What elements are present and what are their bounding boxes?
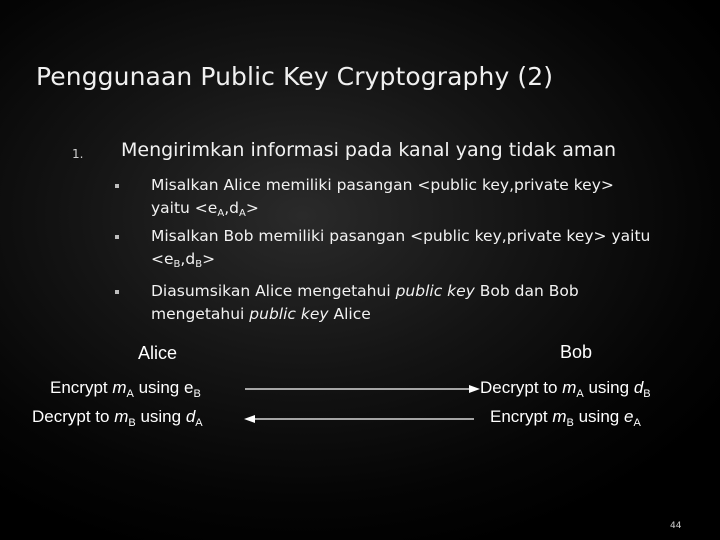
subscript: B <box>195 259 203 270</box>
text-part: Decrypt to <box>480 378 563 397</box>
list-number: 1. <box>72 147 84 161</box>
text-part: > <box>245 199 259 217</box>
text-part: Bob dan Bob <box>474 282 579 300</box>
sub-bullet-1-line-1: Misalkan Alice memiliki pasangan <public key,private key> <box>151 176 614 194</box>
text-part: using <box>135 407 186 426</box>
subscript: B <box>128 417 136 429</box>
text-part: Encrypt <box>490 407 553 426</box>
text-part: using <box>583 378 634 397</box>
alice-label: Alice <box>138 343 178 363</box>
main-bullet-text: Mengirimkan informasi pada kanal yang tidak aman <box>121 139 617 161</box>
math-var: m <box>562 378 577 397</box>
subscript: A <box>238 208 246 219</box>
text-part: ,d <box>180 250 196 268</box>
math-var: m <box>552 407 567 426</box>
arrow-left <box>244 415 474 423</box>
math-var: m <box>112 378 127 397</box>
math-var: d <box>185 407 196 426</box>
subscript: A <box>576 388 584 400</box>
text-part: > <box>202 250 216 268</box>
text-part: Alice <box>328 305 371 323</box>
text-part: Encrypt <box>50 378 113 397</box>
subscript: B <box>193 388 201 400</box>
subscript: A <box>633 417 641 429</box>
text-part: mengetahui <box>151 305 250 323</box>
emphasis: public key <box>395 282 475 300</box>
sub-bullet-2-line-1: Misalkan Bob memiliki pasangan <public key,private key> yaitu <box>151 227 651 245</box>
subscript: A <box>195 417 203 429</box>
bob-label: Bob <box>560 342 593 362</box>
subscript: B <box>643 388 651 400</box>
emphasis: public key <box>249 305 329 323</box>
math-var: m <box>114 407 129 426</box>
text-part: Diasumsikan Alice mengetahui <box>151 282 396 300</box>
text-part: Decrypt to <box>32 407 115 426</box>
text-part: <e <box>151 250 174 268</box>
arrow-right <box>245 385 480 393</box>
subscript: B <box>173 259 181 270</box>
math-var: e <box>623 407 634 426</box>
text-part: ,d <box>224 199 239 217</box>
slide-title: Penggunaan Public Key Cryptography (2) <box>36 62 554 91</box>
math-var: d <box>633 378 644 397</box>
subscript: A <box>217 208 225 219</box>
page-number: 44 <box>670 521 682 531</box>
math-var: e <box>183 378 194 397</box>
subscript: A <box>126 388 134 400</box>
subscript: B <box>566 417 574 429</box>
text-part: yaitu <e <box>151 199 218 217</box>
text-part: using <box>133 378 184 397</box>
text-part: using <box>573 407 624 426</box>
